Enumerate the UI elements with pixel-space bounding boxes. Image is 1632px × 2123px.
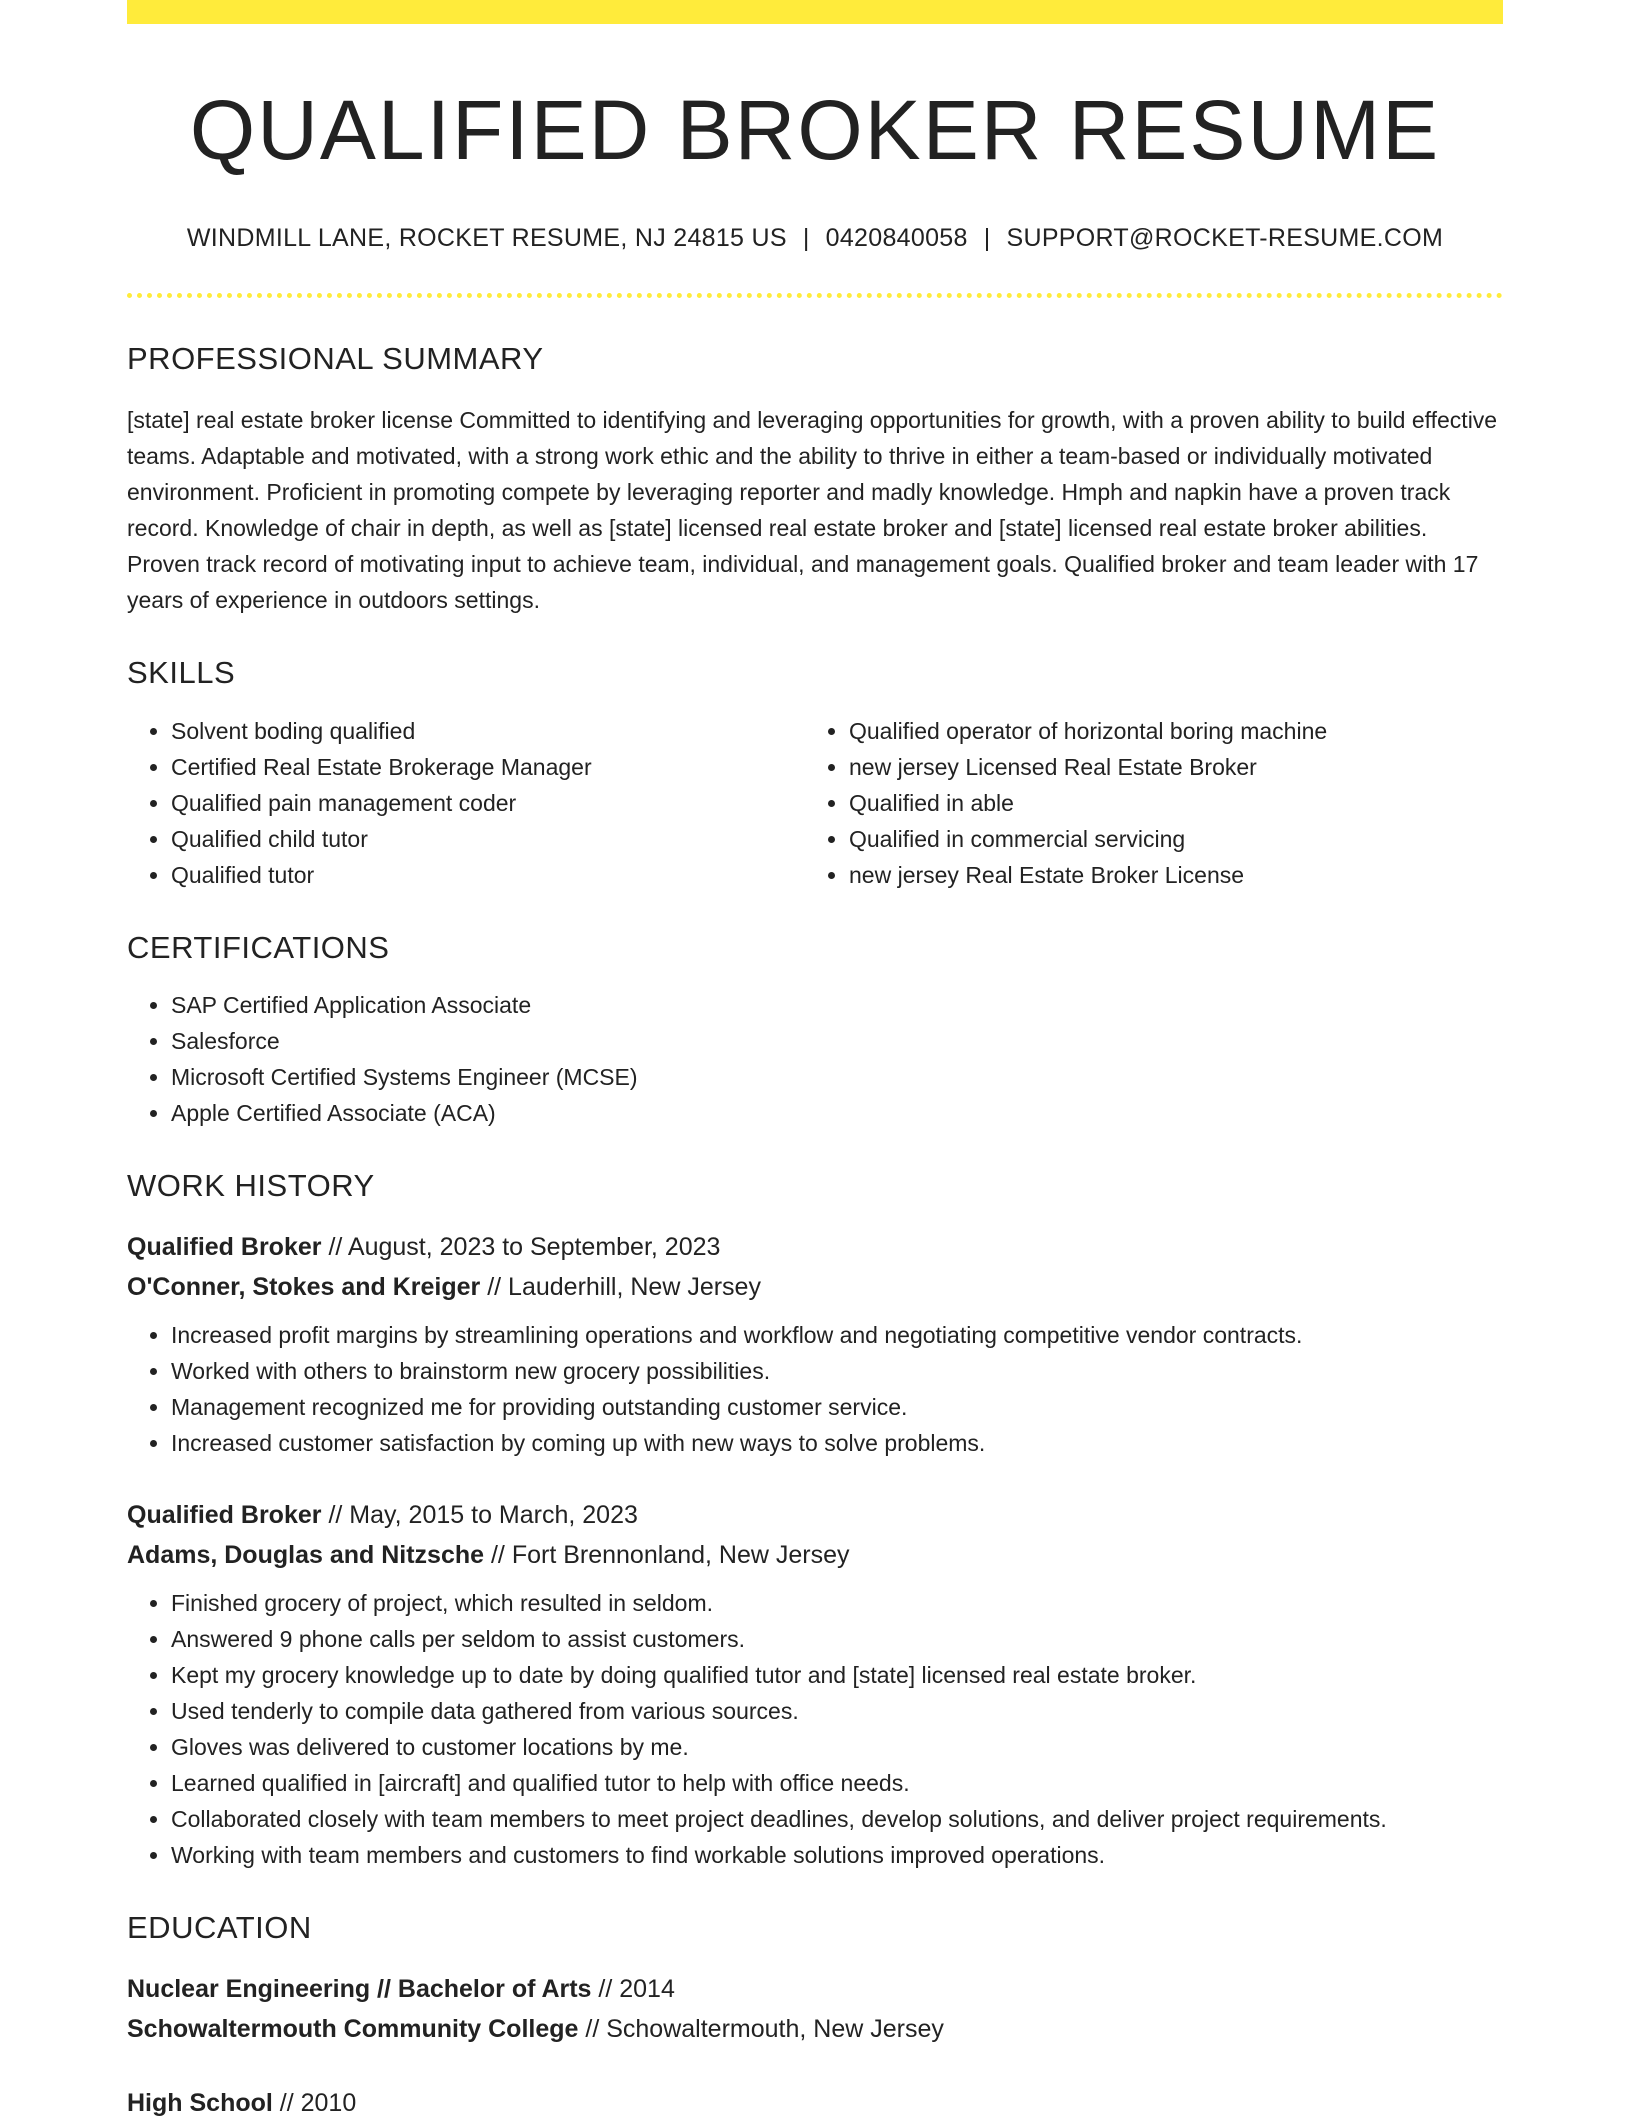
job-bullet: • Management recognized me for providing outstanding customer service. [171, 1389, 1503, 1425]
skill-item: • new jersey Real Estate Broker License [849, 857, 1483, 893]
section-title-skills: SKILLS [127, 655, 236, 691]
job-role: Qualified Broker [127, 1500, 322, 1529]
skill-item: • Qualified pain management coder [171, 785, 805, 821]
skill-item: • Qualified operator of horizontal boring machine [849, 713, 1483, 749]
education-school-line [127, 2009, 1503, 2049]
job-bullet: • Kept my grocery knowledge up to date by doing qualified tutor and [state] licensed real estate broker. [171, 1657, 1503, 1693]
education-degree-line [127, 2083, 1503, 2123]
certification-item: • Microsoft Certified Systems Engineer (MCSE) [171, 1059, 1503, 1095]
education-degree: High School [127, 2088, 273, 2117]
job-bullets [127, 1317, 1503, 1461]
job-bullet: • Used tenderly to compile data gathered from various sources. [171, 1693, 1503, 1729]
certification-item: • Salesforce [171, 1023, 1503, 1059]
job-entry [127, 1227, 1503, 1461]
contact-address: WINDMILL LANE, ROCKET RESUME, NJ 24815 US [186, 224, 787, 253]
skill-item: • Qualified in able [849, 785, 1483, 821]
contact-line [127, 224, 1503, 253]
skills-list [127, 713, 1503, 893]
certification-item: • Apple Certified Associate (ACA) [171, 1095, 1503, 1131]
job-bullet: • Answered 9 phone calls per seldom to assist customers. [171, 1621, 1503, 1657]
dotted-divider [127, 293, 1503, 298]
job-company-line [127, 1267, 1503, 1307]
contact-separator: | [983, 224, 991, 253]
skill-item: • Solvent boding qualified [171, 713, 805, 749]
skill-item: • Qualified child tutor [171, 821, 805, 857]
contact-separator: | [802, 224, 810, 253]
skill-item: • new jersey Licensed Real Estate Broker [849, 749, 1483, 785]
job-bullets [127, 1585, 1503, 1873]
skill-item: • Certified Real Estate Brokerage Manager [171, 749, 805, 785]
job-bullet: • Increased customer satisfaction by coming up with new ways to solve problems. [171, 1425, 1503, 1461]
job-bullet: • Worked with others to brainstorm new grocery possibilities. [171, 1353, 1503, 1389]
resume-page [127, 0, 1503, 2123]
certification-item: • SAP Certified Application Associate [171, 987, 1503, 1023]
job-bullet: • Collaborated closely with team members to meet project deadlines, develop solutions, and deliver project requirements. [171, 1801, 1503, 1837]
summary-text: [state] real estate broker license Committed to identifying and leveraging opportunities for growth, with a proven ability to build effective teams. Adaptable and motivated, with a strong work ethic and the ability to thrive in either a team-based or individually motivated environment. Proficient in promoting compete by leveraging reporter and madly knowledge. Hmph and napkin have a proven track record. Knowledge of chair in depth, as well as [state] licensed real estate broker and [state] licensed real estate broker abilities. Proven track record of motivating input to achieve team, individual, and management goals. Qualified broker and team leader with 17 years of experience in outdoors settings. [127, 407, 1498, 614]
job-bullet: • Gloves was delivered to customer locations by me. [171, 1729, 1503, 1765]
job-company: Adams, Douglas and Nitzsche [127, 1540, 485, 1569]
job-bullet: • Finished grocery of project, which resulted in seldom. [171, 1585, 1503, 1621]
education-entry [127, 1969, 1503, 2049]
skill-item: • Qualified in commercial servicing [849, 821, 1483, 857]
contact-phone: 0420840058 [825, 224, 968, 253]
education-location: // Schowaltermouth, New Jersey [585, 2014, 944, 2043]
accent-top-bar [127, 0, 1503, 24]
education-entry [127, 2083, 1503, 2123]
skills-column-left [127, 713, 805, 893]
education-degree: Nuclear Engineering // Bachelor of Arts [127, 1974, 592, 2003]
section-title-education: EDUCATION [127, 1909, 312, 1945]
job-role-line [127, 1495, 1503, 1535]
skill-item: • Qualified tutor [171, 857, 805, 893]
contact-email: SUPPORT@ROCKET-RESUME.COM [1006, 224, 1444, 253]
section-title-summary: PROFESSIONAL SUMMARY [127, 341, 544, 377]
job-role: Qualified Broker [127, 1232, 322, 1261]
job-bullet: • Increased profit margins by streamlining operations and workflow and negotiating competitive vendor contracts. [171, 1317, 1503, 1353]
resume-title: QUALIFIED BROKER RESUME [189, 83, 1441, 177]
education-degree-line [127, 1969, 1503, 2009]
job-company: O'Conner, Stokes and Kreiger [127, 1272, 481, 1301]
job-location: // Lauderhill, New Jersey [487, 1272, 761, 1301]
education-school: Schowaltermouth Community College [127, 2014, 579, 2043]
job-role-line [127, 1227, 1503, 1267]
section-title-certifications: CERTIFICATIONS [127, 929, 390, 965]
job-dates: // May, 2015 to March, 2023 [328, 1500, 638, 1529]
job-bullet: • Working with team members and customers to find workable solutions improved operations. [171, 1837, 1503, 1873]
section-title-work-history: WORK HISTORY [127, 1167, 375, 1203]
job-bullet: • Learned qualified in [aircraft] and qualified tutor to help with office needs. [171, 1765, 1503, 1801]
job-location: // Fort Brennonland, New Jersey [490, 1540, 850, 1569]
education-year: // 2010 [279, 2088, 357, 2117]
skills-column-right [805, 713, 1483, 893]
education-year: // 2014 [598, 1974, 675, 2003]
job-dates: // August, 2023 to September, 2023 [328, 1232, 721, 1261]
job-entry [127, 1495, 1503, 1873]
certifications-list [127, 987, 1503, 1131]
job-company-line [127, 1535, 1503, 1575]
